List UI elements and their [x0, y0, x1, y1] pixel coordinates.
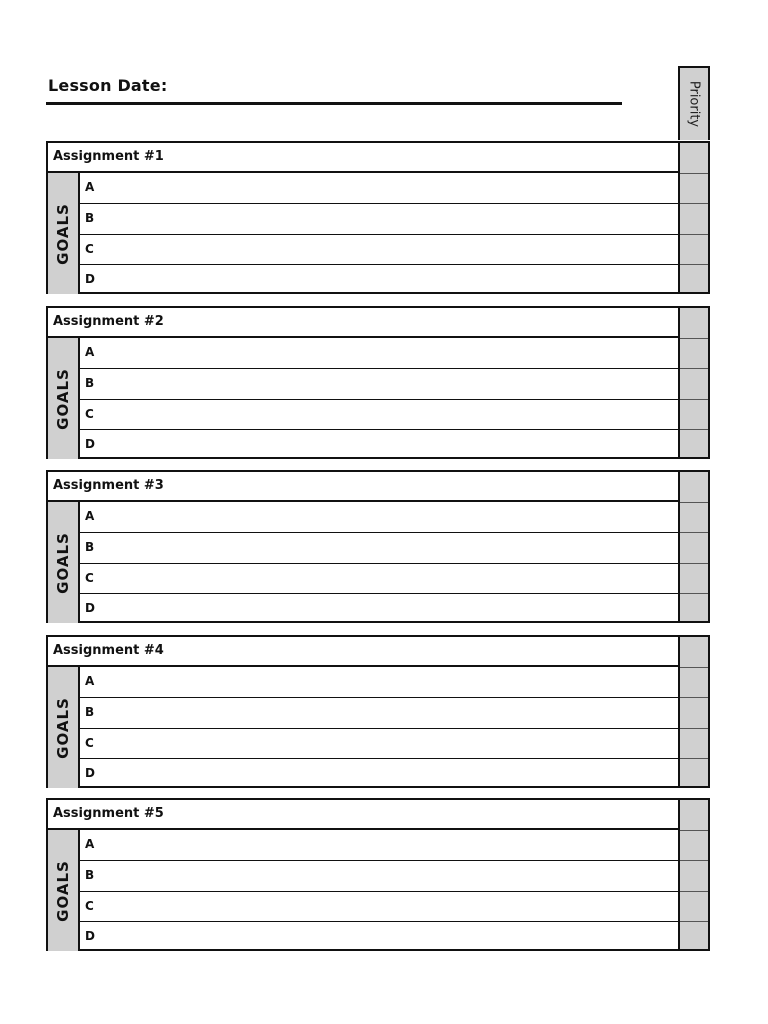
- assignment-block: [46, 306, 710, 459]
- goal-letter: B: [85, 705, 95, 719]
- lesson-date-field[interactable]: [46, 102, 622, 105]
- goal-letter: A: [85, 180, 95, 194]
- priority-cell[interactable]: [680, 593, 708, 623]
- goal-letter: D: [85, 766, 95, 780]
- goal-letter: B: [85, 868, 95, 882]
- priority-column: [678, 472, 708, 621]
- goal-row[interactable]: [80, 399, 680, 429]
- priority-cell[interactable]: [680, 399, 708, 429]
- goal-row[interactable]: [80, 860, 680, 890]
- goal-letter: B: [85, 211, 95, 225]
- priority-cell[interactable]: [680, 758, 708, 788]
- goal-letter: C: [85, 736, 94, 750]
- priority-cell[interactable]: [680, 728, 708, 758]
- goal-letter: C: [85, 407, 94, 421]
- assignment-title: Assignment #4: [53, 643, 164, 658]
- goal-row[interactable]: [80, 203, 680, 233]
- goals-column: [48, 173, 80, 294]
- priority-column-header: [678, 66, 710, 140]
- goal-row[interactable]: [80, 697, 680, 727]
- goals-column: [48, 502, 80, 623]
- priority-cell[interactable]: [680, 563, 708, 593]
- goal-row[interactable]: [80, 758, 680, 788]
- goal-letter: C: [85, 899, 94, 913]
- goal-letter: D: [85, 929, 95, 943]
- assignment-title-row[interactable]: [48, 308, 680, 338]
- goal-letter: D: [85, 272, 95, 286]
- goals-column: [48, 338, 80, 459]
- lesson-date-label: Lesson Date:: [48, 76, 168, 95]
- goal-row[interactable]: [80, 891, 680, 921]
- goal-row[interactable]: [80, 921, 680, 951]
- goal-row[interactable]: [80, 667, 680, 697]
- priority-cell[interactable]: [680, 234, 708, 264]
- priority-cell[interactable]: [680, 830, 708, 860]
- assignment-title-row[interactable]: [48, 800, 680, 830]
- goals-label: GOALS: [54, 531, 72, 594]
- priority-cell[interactable]: [680, 338, 708, 368]
- priority-cell[interactable]: [680, 891, 708, 921]
- priority-cell[interactable]: [680, 173, 708, 203]
- assignment-title-row[interactable]: [48, 472, 680, 502]
- goal-row[interactable]: [80, 502, 680, 532]
- priority-cell[interactable]: [680, 368, 708, 398]
- assignment-block: [46, 470, 710, 623]
- goals-label: GOALS: [54, 202, 72, 265]
- assignment-title: Assignment #5: [53, 806, 164, 821]
- priority-cell[interactable]: [680, 532, 708, 562]
- priority-column: [678, 308, 708, 457]
- goal-row[interactable]: [80, 563, 680, 593]
- priority-cell[interactable]: [680, 921, 708, 951]
- priority-cell[interactable]: [680, 203, 708, 233]
- goal-letter: B: [85, 376, 95, 390]
- assignment-block: [46, 798, 710, 951]
- goal-letter: D: [85, 437, 95, 451]
- goal-row[interactable]: [80, 234, 680, 264]
- goal-row[interactable]: [80, 173, 680, 203]
- assignment-title: Assignment #2: [53, 314, 164, 329]
- goal-letter: B: [85, 540, 95, 554]
- goal-letter: A: [85, 345, 95, 359]
- goals-column: [48, 830, 80, 951]
- goals-column: [48, 667, 80, 788]
- goals-label: GOALS: [54, 859, 72, 922]
- priority-cell[interactable]: [680, 264, 708, 294]
- goal-letter: C: [85, 242, 94, 256]
- priority-cell[interactable]: [680, 860, 708, 890]
- priority-column: [678, 143, 708, 292]
- goal-row[interactable]: [80, 728, 680, 758]
- priority-cell[interactable]: [680, 697, 708, 727]
- priority-column: [678, 800, 708, 949]
- goals-label: GOALS: [54, 696, 72, 759]
- goal-row[interactable]: [80, 338, 680, 368]
- priority-cell[interactable]: [680, 667, 708, 697]
- assignment-title-row[interactable]: [48, 143, 680, 173]
- assignment-title: Assignment #3: [53, 478, 164, 493]
- goal-letter: A: [85, 509, 95, 523]
- goals-label: GOALS: [54, 367, 72, 430]
- goal-letter: D: [85, 601, 95, 615]
- goal-row[interactable]: [80, 429, 680, 459]
- assignment-title: Assignment #1: [53, 149, 164, 164]
- goal-letter: C: [85, 571, 94, 585]
- priority-column: [678, 637, 708, 786]
- goal-row[interactable]: [80, 593, 680, 623]
- goal-row[interactable]: [80, 264, 680, 294]
- goal-letter: A: [85, 674, 95, 688]
- goal-row[interactable]: [80, 532, 680, 562]
- priority-cell[interactable]: [680, 502, 708, 532]
- priority-cell[interactable]: [680, 429, 708, 459]
- assignment-block: [46, 635, 710, 788]
- assignment-block: [46, 141, 710, 294]
- goal-letter: A: [85, 837, 95, 851]
- priority-label: Priority: [686, 80, 702, 128]
- goal-row[interactable]: [80, 830, 680, 860]
- goal-row[interactable]: [80, 368, 680, 398]
- assignment-title-row[interactable]: [48, 637, 680, 667]
